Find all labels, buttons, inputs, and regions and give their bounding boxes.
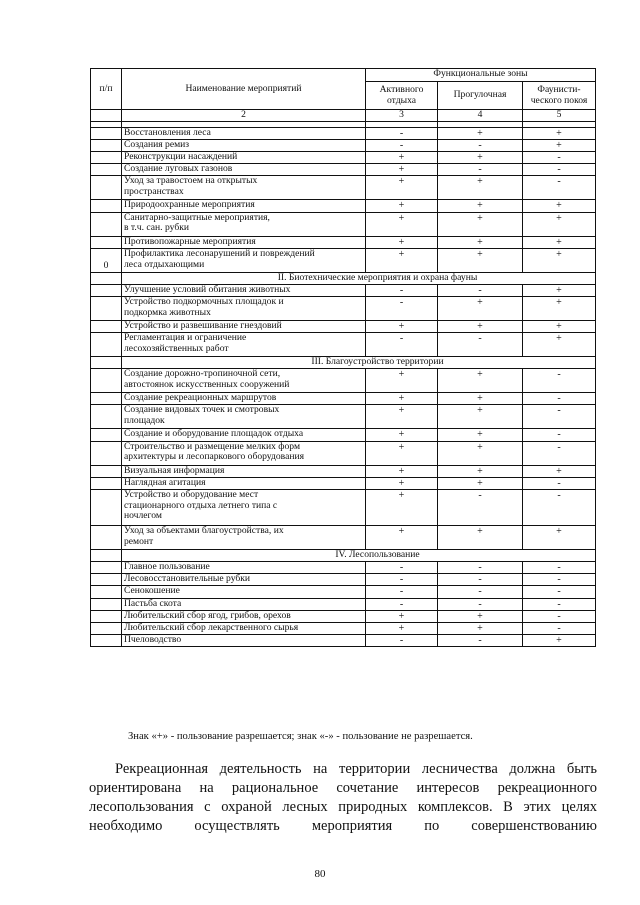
zone-fauna-mark: + (523, 212, 596, 236)
zone-active-mark: - (366, 574, 438, 586)
zone-active-mark: + (366, 405, 438, 429)
num-cell (91, 369, 122, 393)
paragraph-line: Рекреационная деятельность на территории лесничества должна быть (115, 761, 597, 777)
zone-fauna-mark: + (523, 525, 596, 549)
zone-active-mark: + (366, 236, 438, 248)
activity-name: Противопожарные мероприятия (122, 236, 366, 248)
zone-fauna-mark: + (523, 248, 596, 272)
activity-name: Визуальная информация (122, 465, 366, 477)
zone-fauna-mark: - (523, 574, 596, 586)
zone-active-mark: + (366, 369, 438, 393)
num-cell (91, 489, 122, 525)
table-row (91, 561, 596, 573)
section-row (91, 357, 596, 369)
activity-name: Создания ремиз (122, 139, 366, 151)
num-cell (91, 622, 122, 634)
zone-fauna-mark: - (523, 477, 596, 489)
num-cell (91, 561, 122, 573)
num-cell (91, 272, 122, 284)
activity-name: Наглядная агитация (122, 477, 366, 489)
zone-active-mark: + (366, 176, 438, 200)
header-zone-active: Активного отдыха (366, 82, 438, 110)
zone-active-mark: + (366, 429, 438, 441)
activity-name: Создание и оборудование площадок отдыха (122, 429, 366, 441)
num-cell (91, 610, 122, 622)
num-cell (91, 321, 122, 333)
activity-name: Устройство подкормочных площадок и подкормка животных (122, 297, 366, 321)
table-row (91, 164, 596, 176)
table-row (91, 525, 596, 549)
header-zone-fauna: Фаунисти- ческого покоя (523, 82, 596, 110)
zone-walk-mark: - (438, 561, 523, 573)
table-row (91, 586, 596, 598)
table-row (91, 127, 596, 139)
num-cell (91, 465, 122, 477)
table-row (91, 477, 596, 489)
zone-fauna-mark: + (523, 236, 596, 248)
zone-active-mark: - (366, 635, 438, 647)
zone-walk-mark: + (438, 610, 523, 622)
activity-name: Главное пользование (122, 561, 366, 573)
num-cell (91, 477, 122, 489)
zone-walk-mark: + (438, 321, 523, 333)
zone-active-mark: + (366, 610, 438, 622)
activity-name: Пчеловодство (122, 635, 366, 647)
num-cell (91, 176, 122, 200)
activity-name: Лесовосстановительные рубки (122, 574, 366, 586)
table-row (91, 284, 596, 296)
num-cell (91, 333, 122, 357)
zone-walk-mark: + (438, 212, 523, 236)
paragraph-line: необходимо осуществлять мероприятия по совершенствованию (89, 818, 597, 834)
num-cell (91, 297, 122, 321)
num-cell (91, 357, 122, 369)
zone-walk-mark: + (438, 429, 523, 441)
num-cell (91, 405, 122, 429)
activity-name: Природоохранные мероприятия (122, 200, 366, 212)
zone-fauna-mark: - (523, 610, 596, 622)
zone-walk-mark: - (438, 164, 523, 176)
zone-active-mark: - (366, 297, 438, 321)
zone-active-mark: + (366, 152, 438, 164)
num-cell: 0 (91, 248, 122, 272)
zone-walk-mark: - (438, 139, 523, 151)
zone-active-mark: - (366, 284, 438, 296)
zone-fauna-mark: - (523, 176, 596, 200)
zone-active-mark: - (366, 139, 438, 151)
header-num: п/п (91, 69, 122, 110)
zone-walk-mark: + (438, 127, 523, 139)
header-zone-walk: Прогулочная (438, 82, 523, 110)
activity-name: Создание луговых газонов (122, 164, 366, 176)
table-row (91, 212, 596, 236)
zone-active-mark: + (366, 164, 438, 176)
section-row (91, 272, 596, 284)
zone-fauna-mark: - (523, 405, 596, 429)
zone-active-mark: + (366, 465, 438, 477)
paragraph-line: лесопользования с охраной лесных природных комплексов. В этих целях (89, 799, 597, 815)
num-cell (91, 441, 122, 465)
zone-active-mark: + (366, 393, 438, 405)
table-row (91, 321, 596, 333)
num-cell (91, 127, 122, 139)
zone-walk-mark: - (438, 284, 523, 296)
index-cell: 5 (523, 110, 596, 122)
index-cell: 4 (438, 110, 523, 122)
table-row (91, 236, 596, 248)
zone-walk-mark: + (438, 236, 523, 248)
zone-fauna-mark: - (523, 489, 596, 525)
activity-name: Реконструкции насаждений (122, 152, 366, 164)
zone-active-mark: - (366, 586, 438, 598)
activity-name: Восстановления леса (122, 127, 366, 139)
body-paragraph (89, 760, 597, 836)
zone-walk-mark: - (438, 333, 523, 357)
zone-fauna-mark: + (523, 297, 596, 321)
zone-fauna-mark: - (523, 622, 596, 634)
table-row (91, 152, 596, 164)
zone-fauna-mark: - (523, 586, 596, 598)
table-row (91, 248, 596, 272)
zone-walk-mark: + (438, 176, 523, 200)
activity-name: Улучшение условий обитания животных (122, 284, 366, 296)
zone-fauna-mark: + (523, 635, 596, 647)
num-cell (91, 152, 122, 164)
num-cell (91, 139, 122, 151)
table-row (91, 610, 596, 622)
num-cell (91, 212, 122, 236)
zone-fauna-mark: - (523, 598, 596, 610)
activity-name: Создание видовых точек и смотровых площадок (122, 405, 366, 429)
zone-walk-mark: + (438, 441, 523, 465)
zone-active-mark: - (366, 333, 438, 357)
zone-walk-mark: + (438, 369, 523, 393)
zone-walk-mark: + (438, 200, 523, 212)
table-row (91, 200, 596, 212)
zone-fauna-mark: - (523, 561, 596, 573)
activity-name: Любительский сбор лекарственного сырья (122, 622, 366, 634)
zone-walk-mark: + (438, 393, 523, 405)
table-row (91, 598, 596, 610)
section-row (91, 549, 596, 561)
zone-active-mark: + (366, 248, 438, 272)
num-cell (91, 284, 122, 296)
zone-active-mark: + (366, 441, 438, 465)
zone-fauna-mark: + (523, 321, 596, 333)
index-cell: 3 (366, 110, 438, 122)
zone-fauna-mark: - (523, 393, 596, 405)
zone-active-mark: - (366, 127, 438, 139)
zone-walk-mark: - (438, 489, 523, 525)
activity-name: Профилактика лесонарушений и повреждений леса отдыхающими (122, 248, 366, 272)
zone-active-mark: + (366, 200, 438, 212)
zone-active-mark: - (366, 598, 438, 610)
activity-name: Устройство и оборудование мест стационарного отдыха летнего типа с ночлегом (122, 489, 366, 525)
zone-fauna-mark: - (523, 164, 596, 176)
zone-active-mark: - (366, 561, 438, 573)
activity-name: Создание дорожно-тропиночной сети, автостоянок искусственных сооружений (122, 369, 366, 393)
header-zones-title: Функциональные зоны (366, 69, 596, 82)
table-row (91, 369, 596, 393)
zone-walk-mark: + (438, 465, 523, 477)
zone-fauna-mark: - (523, 369, 596, 393)
zone-walk-mark: + (438, 477, 523, 489)
table-row (91, 333, 596, 357)
table-row (91, 441, 596, 465)
zone-fauna-mark: + (523, 200, 596, 212)
table-row (91, 465, 596, 477)
num-cell (91, 549, 122, 561)
legend-note: Знак «+» - пользование разрешается; знак «-» - пользование не разрешается. (128, 731, 473, 742)
zone-walk-mark: + (438, 152, 523, 164)
table-row (91, 405, 596, 429)
index-cell (91, 110, 122, 122)
section-title: IV. Лесопользование (122, 549, 596, 561)
num-cell (91, 598, 122, 610)
table-row (91, 622, 596, 634)
table-row (91, 574, 596, 586)
table-row (91, 297, 596, 321)
num-cell (91, 429, 122, 441)
zone-walk-mark: + (438, 622, 523, 634)
activity-name: Регламентация и ограничение лесохозяйственных работ (122, 333, 366, 357)
activity-name: Пастьба скота (122, 598, 366, 610)
activity-name: Строительство и размещение мелких форм архитектуры и лесопаркового оборудования (122, 441, 366, 465)
table-row (91, 429, 596, 441)
zone-active-mark: + (366, 622, 438, 634)
activity-name: Любительский сбор ягод, грибов, орехов (122, 610, 366, 622)
index-cell: 2 (122, 110, 366, 122)
zone-walk-mark: + (438, 405, 523, 429)
num-cell (91, 574, 122, 586)
zone-active-mark: + (366, 212, 438, 236)
table-row (91, 139, 596, 151)
num-cell (91, 586, 122, 598)
num-cell (91, 200, 122, 212)
zone-active-mark: + (366, 321, 438, 333)
zone-fauna-mark: - (523, 429, 596, 441)
activities-table (90, 68, 596, 647)
zone-walk-mark: - (438, 635, 523, 647)
num-cell (91, 164, 122, 176)
paragraph-line: ориентирована на рациональное сочетание интересов рекреационного (89, 780, 597, 796)
zone-walk-mark: - (438, 586, 523, 598)
num-cell (91, 393, 122, 405)
num-cell (91, 635, 122, 647)
zone-walk-mark: - (438, 598, 523, 610)
zone-fauna-mark: + (523, 127, 596, 139)
table-body (91, 127, 596, 647)
activity-name: Санитарно-защитные мероприятия, в т.ч. сан. рубки (122, 212, 366, 236)
activity-name: Уход за объектами благоустройства, их ремонт (122, 525, 366, 549)
zone-active-mark: + (366, 477, 438, 489)
table-row (91, 393, 596, 405)
zone-fauna-mark: - (523, 441, 596, 465)
section-title: III. Благоустройство территории (122, 357, 596, 369)
activity-name: Сенокошение (122, 586, 366, 598)
zone-walk-mark: - (438, 574, 523, 586)
zone-fauna-mark: + (523, 284, 596, 296)
zone-active-mark: + (366, 525, 438, 549)
activity-name: Устройство и развешивание гнездовий (122, 321, 366, 333)
page-number: 80 (314, 868, 326, 880)
zone-fauna-mark: + (523, 333, 596, 357)
zone-active-mark: + (366, 489, 438, 525)
zone-walk-mark: + (438, 297, 523, 321)
section-title: II. Биотехнические мероприятия и охрана фауны (122, 272, 596, 284)
table-row (91, 635, 596, 647)
zone-fauna-mark: + (523, 139, 596, 151)
header-name: Наименование мероприятий (122, 69, 366, 110)
zone-fauna-mark: - (523, 152, 596, 164)
zone-fauna-mark: + (523, 465, 596, 477)
zone-walk-mark: + (438, 248, 523, 272)
table-row (91, 176, 596, 200)
num-cell (91, 236, 122, 248)
num-cell (91, 525, 122, 549)
table-row (91, 489, 596, 525)
zone-walk-mark: + (438, 525, 523, 549)
activity-name: Создание рекреационных маршрутов (122, 393, 366, 405)
activity-name: Уход за травостоем на открытых пространствах (122, 176, 366, 200)
